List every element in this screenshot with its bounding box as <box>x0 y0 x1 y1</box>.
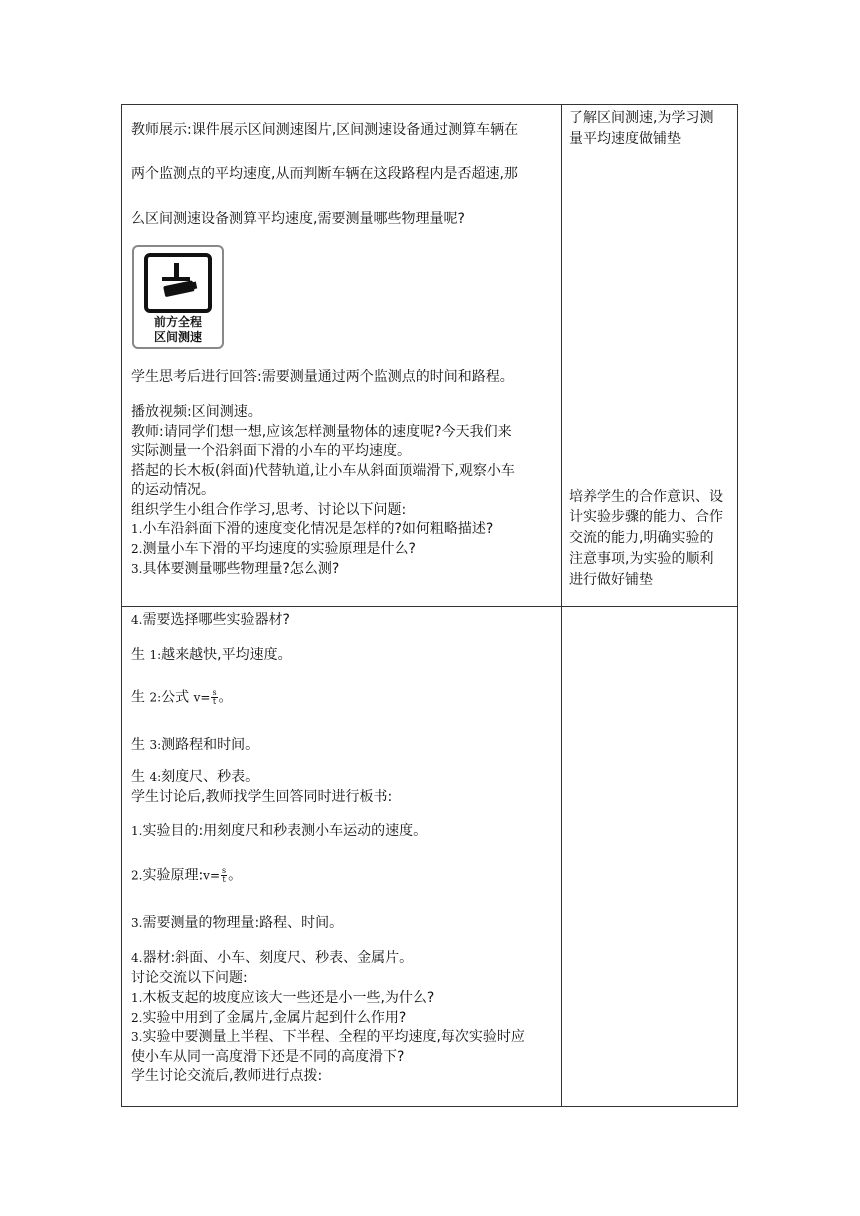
board-item-4 <box>131 950 413 966</box>
purpose-1-line2: 量平均速度做铺垫 <box>569 131 681 147</box>
question-2-number: 2. <box>131 542 143 556</box>
group-discussion: 组织学生小组合作学习,思考、讨论以下问题: <box>131 502 407 518</box>
student-1-text: 越来越快,平均速度。 <box>161 647 292 663</box>
student-1-answer <box>131 647 292 663</box>
question-3-number: 3. <box>131 562 143 576</box>
discussion-1-text: 木板支起的坡度应该大一些还是小一些,为什么? <box>142 990 435 1006</box>
student-label: 生 <box>131 647 145 663</box>
board-item-4-text: 器材:斜面、小车、刻度尺、秒表、金属片。 <box>142 950 414 966</box>
question-2-text: 测量小车下滑的平均速度的实验原理是什么? <box>142 541 416 557</box>
student-3-text: 测路程和时间。 <box>161 737 260 753</box>
student-number: 1: <box>149 648 162 662</box>
camera-icon <box>148 257 208 309</box>
formula-numerator: s <box>222 866 227 875</box>
formula-fraction <box>221 867 227 884</box>
question-3 <box>131 561 339 577</box>
student-3-answer <box>131 737 259 753</box>
board-item-1 <box>131 823 427 839</box>
student-2-text: 公式 <box>161 689 190 706</box>
board-item-2 <box>131 867 242 884</box>
row-divider <box>122 606 737 607</box>
purpose-2-line4: 注意事项,为实验的顺利 <box>569 551 714 567</box>
discussion-2 <box>131 1010 406 1026</box>
formula-end: 。 <box>228 867 243 884</box>
teacher-display-line2: 两个监测点的平均速度,从而判断车辆在这段路程内是否超速,那 <box>131 166 518 182</box>
student-label: 生 <box>131 737 145 753</box>
sign-text-line2: 区间测速 <box>153 330 202 344</box>
teacher-display-line1: 教师展示:课件展示区间测速图片,区间测速设备通过测算车辆在 <box>131 122 519 138</box>
teacher-question-line2: 实际测量一个沿斜面下滑的小车的平均速度。 <box>131 443 411 459</box>
board-item-2-text: 实验原理: <box>142 867 204 884</box>
student-2-answer <box>131 689 233 706</box>
formula-numerator: s <box>212 688 217 697</box>
formula-v: v= <box>193 690 211 705</box>
formula-v: v= <box>203 868 221 883</box>
play-video: 播放视频:区间测速。 <box>131 404 262 420</box>
discussion-2-text: 实验中用到了金属片,金属片起到什么作用? <box>142 1010 407 1026</box>
purpose-2-line2: 计实验步骤的能力、合作 <box>569 509 723 525</box>
formula-end: 。 <box>218 689 233 706</box>
discussion-3-number: 3. <box>131 1030 143 1044</box>
setup-line2: 的运动情况。 <box>131 482 215 498</box>
board-item-1-number: 1. <box>131 824 143 838</box>
question-4-number: 4. <box>131 613 143 627</box>
board-item-4-number: 4. <box>131 951 143 965</box>
question-4-text: 需要选择哪些实验器材? <box>142 612 290 628</box>
discussion-3-text: 实验中要测量上半程、下半程、全程的平均速度,每次实验时应 <box>142 1029 525 1045</box>
student-number: 4: <box>149 770 162 784</box>
student-number: 3: <box>149 738 162 752</box>
student-number: 2: <box>149 690 162 705</box>
question-1-number: 1. <box>131 522 143 536</box>
sign-frame <box>144 253 212 313</box>
board-item-3-number: 3. <box>131 916 143 930</box>
board-item-2-number: 2. <box>131 868 143 883</box>
discussion-1-number: 1. <box>131 991 143 1005</box>
question-2 <box>131 541 416 557</box>
discussion-3-line2: 使小车从同一高度滑下还是不同的高度滑下? <box>131 1049 405 1065</box>
formula-fraction <box>211 689 217 706</box>
purpose-2-line5: 进行做好铺垫 <box>569 572 653 588</box>
purpose-2-line3: 交流的能力,明确实验的 <box>569 530 714 546</box>
board-item-1-text: 实验目的:用刻度尺和秒表测小车运动的速度。 <box>142 823 428 839</box>
question-4 <box>131 612 290 628</box>
sign-text-line1: 前方全程 <box>153 315 202 329</box>
teacher-question-line1: 教师:请同学们想一想,应该怎样测量物体的速度呢?今天我们来 <box>131 424 512 440</box>
student-4-text: 刻度尺、秒表。 <box>161 769 260 785</box>
setup-line1: 搭起的长木板(斜面)代替轨道,让小车从斜面顶端滑下,观察小车 <box>131 463 515 479</box>
purpose-1-line1: 了解区间测速,为学习测 <box>569 110 714 126</box>
student-label: 生 <box>131 769 145 785</box>
teacher-guidance: 学生讨论交流后,教师进行点拨: <box>131 1068 323 1084</box>
speed-camera-sign <box>132 245 224 349</box>
lesson-table <box>121 104 738 1107</box>
student-4-answer <box>131 769 259 785</box>
question-1 <box>131 521 493 537</box>
formula-denominator: t <box>222 875 226 884</box>
student-label: 生 <box>131 689 145 706</box>
question-3-text: 具体要测量哪些物理量?怎么测? <box>142 561 340 577</box>
student-answer: 学生思考后进行回答:需要测量通过两个监测点的时间和路程。 <box>131 369 514 385</box>
discussion-3-line1 <box>131 1029 525 1045</box>
board-item-3-text: 需要测量的物理量:路程、时间。 <box>142 915 344 931</box>
board-intro: 学生讨论后,教师找学生回答同时进行板书: <box>131 789 393 805</box>
discussion-2-number: 2. <box>131 1011 143 1025</box>
teacher-display-line3: 么区间测速设备测算平均速度,需要测量哪些物理量呢? <box>131 211 465 227</box>
formula-denominator: t <box>212 697 217 706</box>
purpose-2-line1: 培养学生的合作意识、设 <box>569 489 723 505</box>
discussion-1 <box>131 990 434 1006</box>
board-item-3 <box>131 915 343 931</box>
discussion-intro: 讨论交流以下问题: <box>131 970 248 986</box>
question-1-text: 小车沿斜面下滑的速度变化情况是怎样的?如何粗略描述? <box>142 521 494 537</box>
